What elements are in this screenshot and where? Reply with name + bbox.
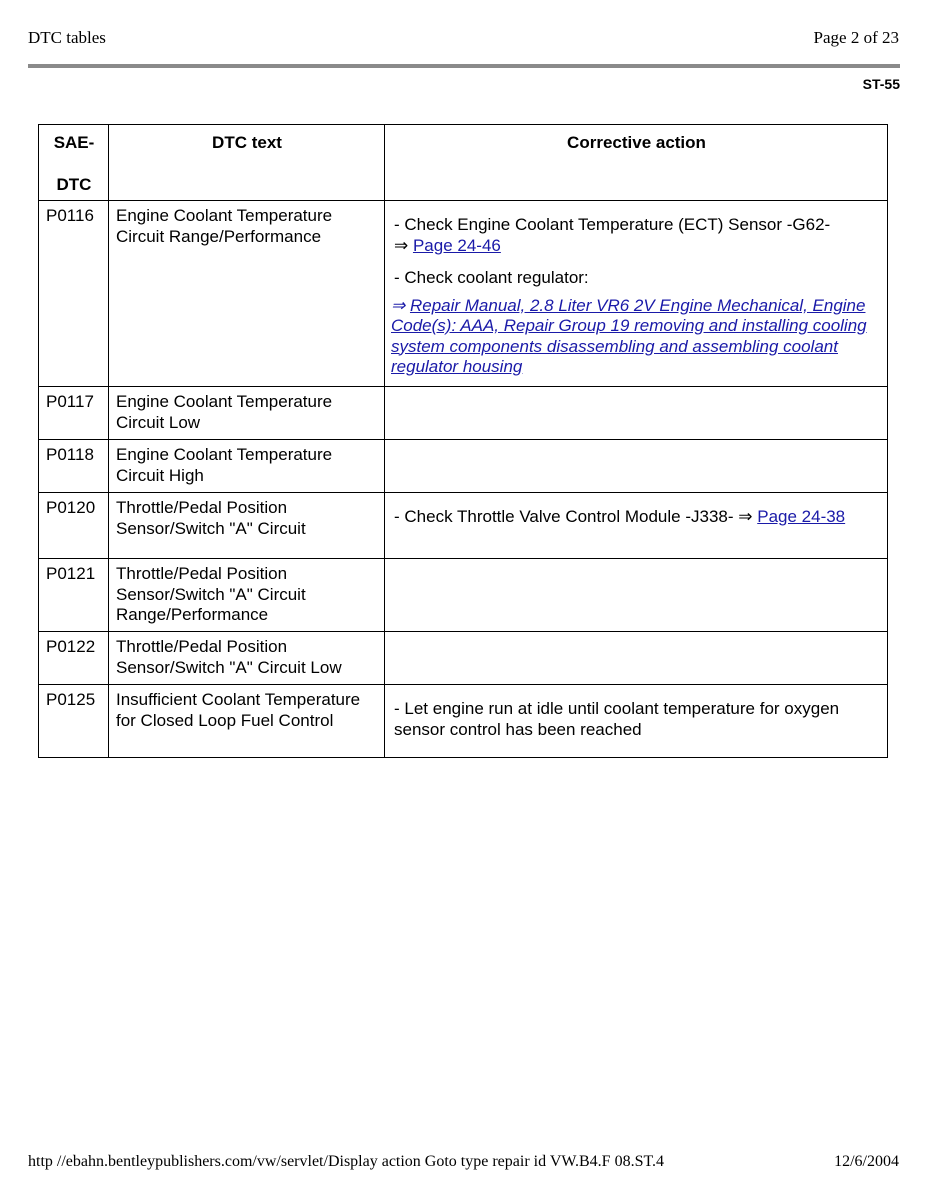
corrective-action (385, 440, 888, 493)
dtc-text: Insufficient Coolant Temperature for Closed Loop Fuel Control (109, 685, 385, 758)
repair-manual-link[interactable]: ⇒ Repair Manual, 2.8 Liter VR6 2V Engine Mechanical, Engine Code(s): AAA, Repair Group 19 removing and installing cooling system components disassembling and assembling coolant regulator housing (391, 295, 867, 376)
dtc-text: Engine Coolant Temperature Circuit Range/Performance (109, 201, 385, 387)
table-row (39, 632, 888, 685)
table-row (39, 387, 888, 440)
doc-title: DTC tables (28, 28, 106, 47)
table-row (39, 440, 888, 493)
dtc-code: P0121 (39, 559, 109, 632)
dtc-table (38, 124, 888, 758)
corrective-action (385, 632, 888, 685)
dtc-text: Throttle/Pedal Position Sensor/Switch "A" Circuit (109, 493, 385, 559)
footer-date: 12/6/2004 (834, 1153, 899, 1170)
table-row (39, 559, 888, 632)
page-link[interactable]: Page 24-38 (757, 507, 846, 526)
table-row (39, 493, 888, 559)
action-text: - Check Engine Coolant Temperature (ECT) Sensor -G62- (394, 215, 831, 234)
corrective-action (385, 493, 888, 559)
corrective-action (385, 559, 888, 632)
dtc-text: Throttle/Pedal Position Sensor/Switch "A" Circuit Low (109, 632, 385, 685)
column-header-corrective-action: Corrective action (385, 125, 888, 201)
dtc-code: P0125 (39, 685, 109, 758)
header-rule (28, 64, 900, 68)
dtc-code: P0120 (39, 493, 109, 559)
action-text: - Let engine run at idle until coolant temperature for oxygen sensor control has been reached (394, 699, 840, 739)
corrective-action: - Check Engine Coolant Temperature (ECT) Sensor -G62- ⇒ Page 24-46 - Check coolant regulator: ⇒ Repair Manual, 2.8 Liter VR6 2V Engine Mechanical, Engine Code(s): AAA, Repair Group 19 removing and installing cooling system components disassembling and assembling coolant regulator housing (385, 201, 888, 387)
column-header-sae-dtc: SAE- DTC (39, 125, 109, 201)
page-link[interactable]: Page 24-46 (412, 235, 501, 255)
corrective-action (385, 387, 888, 440)
table-row (39, 685, 888, 758)
table-row (39, 201, 888, 387)
action-text: - Check coolant regulator: (394, 268, 589, 287)
footer-url: http //ebahn.bentleypublishers.com/vw/servlet/Display action Goto type repair id VW.B4.F 08.ST.4 (28, 1153, 665, 1170)
dtc-code: P0122 (39, 632, 109, 685)
corrective-action (385, 685, 888, 758)
dtc-text: Throttle/Pedal Position Sensor/Switch "A" Circuit Range/Performance (109, 559, 385, 632)
dtc-code: P0116 (39, 201, 109, 387)
dtc-text: Engine Coolant Temperature Circuit High (109, 440, 385, 493)
page-footer (28, 1153, 899, 1171)
page-number: Page 2 of 23 (813, 28, 899, 47)
dtc-code: P0117 (39, 387, 109, 440)
dtc-text: Engine Coolant Temperature Circuit Low (109, 387, 385, 440)
section-code: ST-55 (862, 76, 900, 92)
action-text: - Check Throttle Valve Control Module -J338- ⇒ (394, 507, 753, 526)
column-header-dtc-text: DTC text (109, 125, 385, 201)
dtc-code: P0118 (39, 440, 109, 493)
